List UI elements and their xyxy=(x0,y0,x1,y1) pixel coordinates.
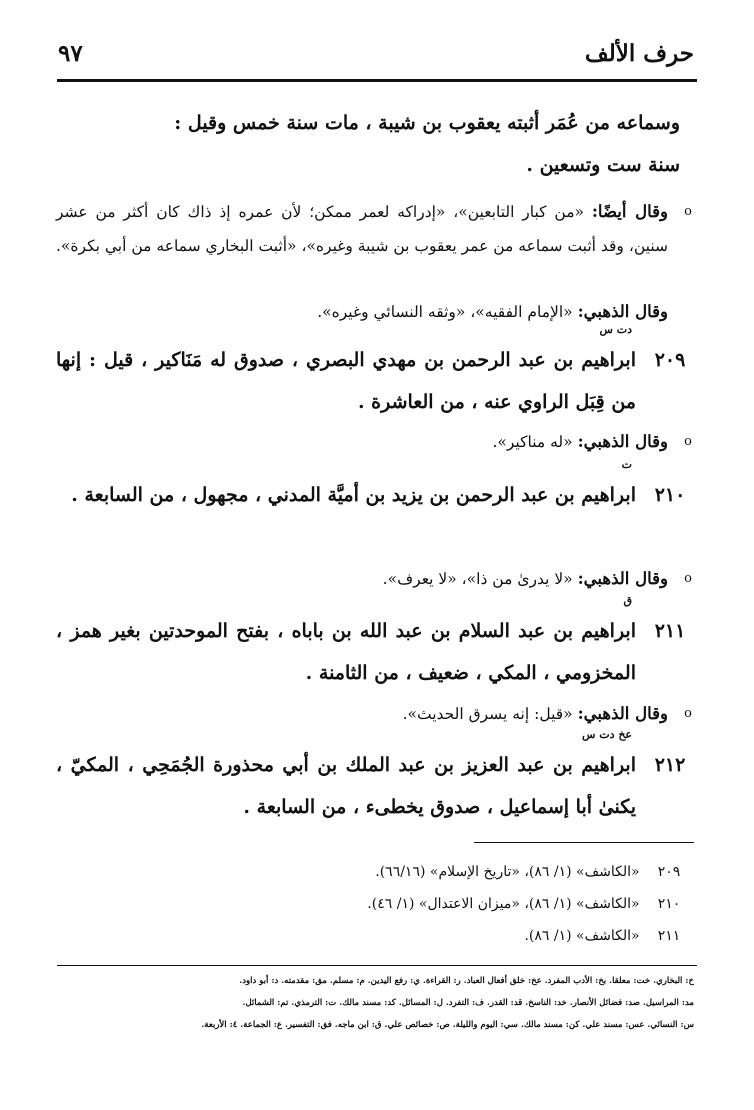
entry-number: ٢١٠ xyxy=(654,484,686,506)
entry-number: ٢٠٩ xyxy=(654,349,686,371)
entry-210 xyxy=(56,458,694,516)
intro-line-2: سنة ست وتسعين . xyxy=(526,154,680,176)
entry-symbol: عخ دت س xyxy=(581,728,632,741)
note-1 xyxy=(56,195,690,263)
footnote-text: «الكاشف» (١/ ٨٦)، «تاريخ الإسلام» (٦٦/١٦). xyxy=(375,864,640,880)
note-lead: وقال الذهبي: xyxy=(577,432,668,451)
footnote-text: «الكاشف» (١/ ٨٦). xyxy=(524,928,640,944)
entry-text: ابراهيم بن عبد الرحمن بن مهدي البصري ، صدوق له مَنَاكير ، قيل : إنها من قِبَل الراوي عنه ، من العاشرة . xyxy=(56,349,636,413)
note-5 xyxy=(56,697,690,731)
note-text: «له مناكير». xyxy=(492,433,573,451)
bullet-icon: o xyxy=(684,571,692,586)
header-divider xyxy=(57,79,697,82)
entry-number: ٢١٢ xyxy=(654,754,686,776)
entry-211 xyxy=(56,594,694,694)
entry-symbol: دت س xyxy=(599,323,632,336)
footnote-number: ٢٠٩ xyxy=(657,864,681,880)
note-3 xyxy=(56,425,690,459)
note-lead: وقال أيضًا: xyxy=(591,202,668,221)
footnote-number: ٢١١ xyxy=(657,928,681,944)
bullet-icon: o xyxy=(684,706,692,721)
footnote-210 xyxy=(60,888,694,920)
footnote-number: ٢١٠ xyxy=(657,896,681,912)
entry-text: ابراهيم بن عبد العزيز بن عبد الملك بن أبي محذورة الجُمَحِي ، المكيّ ، يكنىٰ أبا إسماعيل ، صدوق يخطىء ، من السابعة . xyxy=(56,754,636,818)
entry-symbol: ت xyxy=(621,458,632,471)
chapter-title: حرف الألف xyxy=(584,40,694,67)
note-text: «من كبار التابعين»، «إدراكه لعمر ممكن؛ لأن عمره إذ ذاك كان أكثر من عشر سنين، وقد أثبت سماعه من عمر يعقوب بن شيبة وغيره»، «أثبت البخاري سماعه من أبي بكرة». xyxy=(56,203,668,255)
abbreviations-line-2: مد: المراسيل. صد: فضائل الأنصار. خد: الناسخ. قد: القدر. ف: التفرد. ل: المسائل. كد: مسند مالك. ت: الترمذي. تم: الشمائل. xyxy=(242,998,694,1008)
bullet-icon: o xyxy=(684,204,692,219)
entry-number: ٢١١ xyxy=(654,620,686,642)
note-lead: وقال الذهبي: xyxy=(577,704,668,723)
abbreviations-divider xyxy=(57,965,697,966)
note-lead: وقال الذهبي: xyxy=(577,569,668,588)
note-text: «لا يدرىٰ من ذا»، «لا يعرف». xyxy=(382,570,573,588)
note-text: «قيل: إنه يسرق الحديث». xyxy=(402,705,573,723)
note-2 xyxy=(56,295,690,329)
entry-209 xyxy=(56,323,694,423)
note-4 xyxy=(56,562,690,596)
intro-paragraph xyxy=(56,102,680,186)
note-text: «الإمام الفقيه»، «وثقه النسائي وغيره». xyxy=(317,303,573,321)
intro-line-1: وسماعه من عُمَر أثبته يعقوب بن شيبة ، مات سنة خمس وقيل : xyxy=(174,112,680,134)
footnote-211 xyxy=(60,920,694,952)
footnote-209 xyxy=(60,856,694,888)
bullet-icon: o xyxy=(684,434,692,449)
abbreviations-line-3: س: النسائي. عس: مسند علي. كن: مسند مالك. سي: اليوم والليلة. ص: خصائص علي. ق: ابن ماجه. فق: التفسير. ع: الجماعة. ٤: الأربعة. xyxy=(201,1020,694,1030)
entry-text: ابراهيم بن عبد الرحمن بن يزيد بن أميَّة المدني ، مجهول ، من السابعة . xyxy=(71,484,636,506)
abbreviations-line-1: خ: البخاري. خت: معلقا. بخ: الأدب المفرد. عخ: خلق أفعال العباد. ر: القراءة. ي: رفع اليدين. م: مسلم. مق: مقدمته. د: أبو داود. xyxy=(239,976,694,986)
footnote-text: «الكاشف» (١/ ٨٦)، «ميزان الاعتدال» (١/ ٤٦). xyxy=(367,896,640,912)
entry-text: ابراهيم بن عبد السلام بن عبد الله بن باباه ، بفتح الموحدتين بغير همز ، المخزومي ، المكي ، ضعيف ، من الثامنة . xyxy=(56,620,636,684)
entry-symbol: ق xyxy=(623,594,632,607)
entry-212 xyxy=(56,728,694,828)
note-lead: وقال الذهبي: xyxy=(577,302,668,321)
footnote-divider xyxy=(474,842,694,843)
page-number: ٩٧ xyxy=(58,40,83,67)
